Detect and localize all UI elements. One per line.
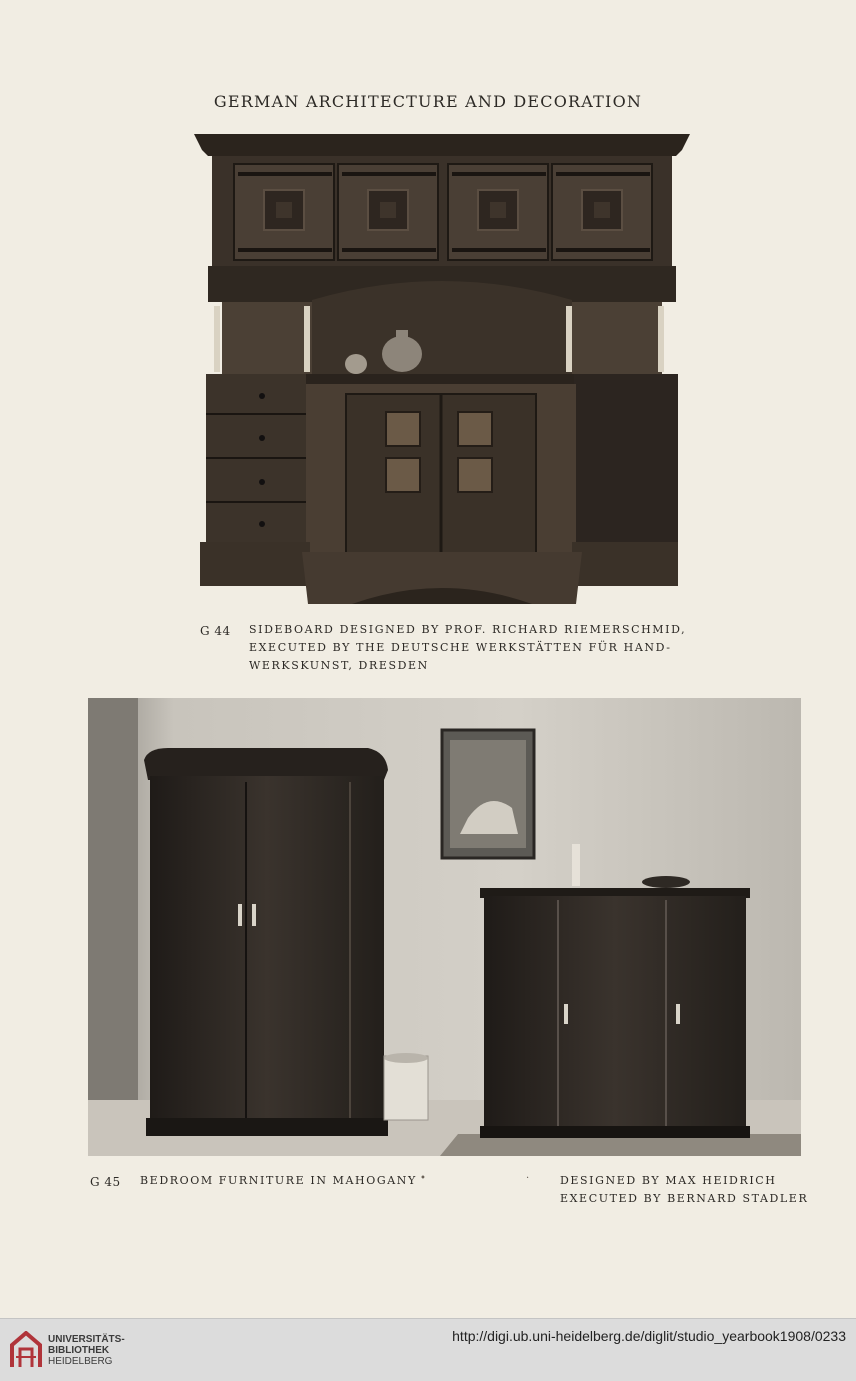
caption-line: SIDEBOARD DESIGNED BY PROF. RICHARD RIEMERSCHMID, bbox=[249, 623, 687, 636]
separator-dot: • bbox=[420, 1173, 426, 1184]
page-header bbox=[0, 92, 856, 111]
library-footer bbox=[0, 1318, 856, 1381]
source-url-link[interactable]: http://digi.ub.uni-heidelberg.de/diglit/studio_yearbook1908/0233 bbox=[452, 1328, 846, 1344]
university-logo-icon[interactable] bbox=[10, 1331, 42, 1369]
bedroom-furniture-photo bbox=[88, 698, 801, 1156]
separator-dot: · bbox=[526, 1173, 530, 1184]
caption-right-line: DESIGNED BY MAX HEIDRICH bbox=[560, 1174, 777, 1187]
running-head: GERMAN ARCHITECTURE AND DECORATION bbox=[213, 92, 643, 111]
sideboard-photo bbox=[192, 132, 692, 608]
plate-number-g44: G 44 bbox=[200, 624, 231, 638]
caption-left: BEDROOM FURNITURE IN MAHOGANY bbox=[140, 1174, 417, 1187]
plate-number-g45: G 45 bbox=[90, 1175, 121, 1189]
library-logo-text bbox=[48, 1334, 125, 1367]
caption-line: EXECUTED BY THE DEUTSCHE WERKSTÄTTEN FÜR HAND- bbox=[249, 641, 672, 654]
caption-line: WERKSKUNST, DRESDEN bbox=[249, 659, 429, 672]
logo-line: UNIVERSITÄTS- bbox=[48, 1334, 125, 1345]
logo-line: BIBLIOTHEK bbox=[48, 1345, 110, 1356]
caption-right-line: EXECUTED BY BERNARD STADLER bbox=[560, 1192, 809, 1205]
logo-line: HEIDELBERG bbox=[48, 1356, 113, 1367]
